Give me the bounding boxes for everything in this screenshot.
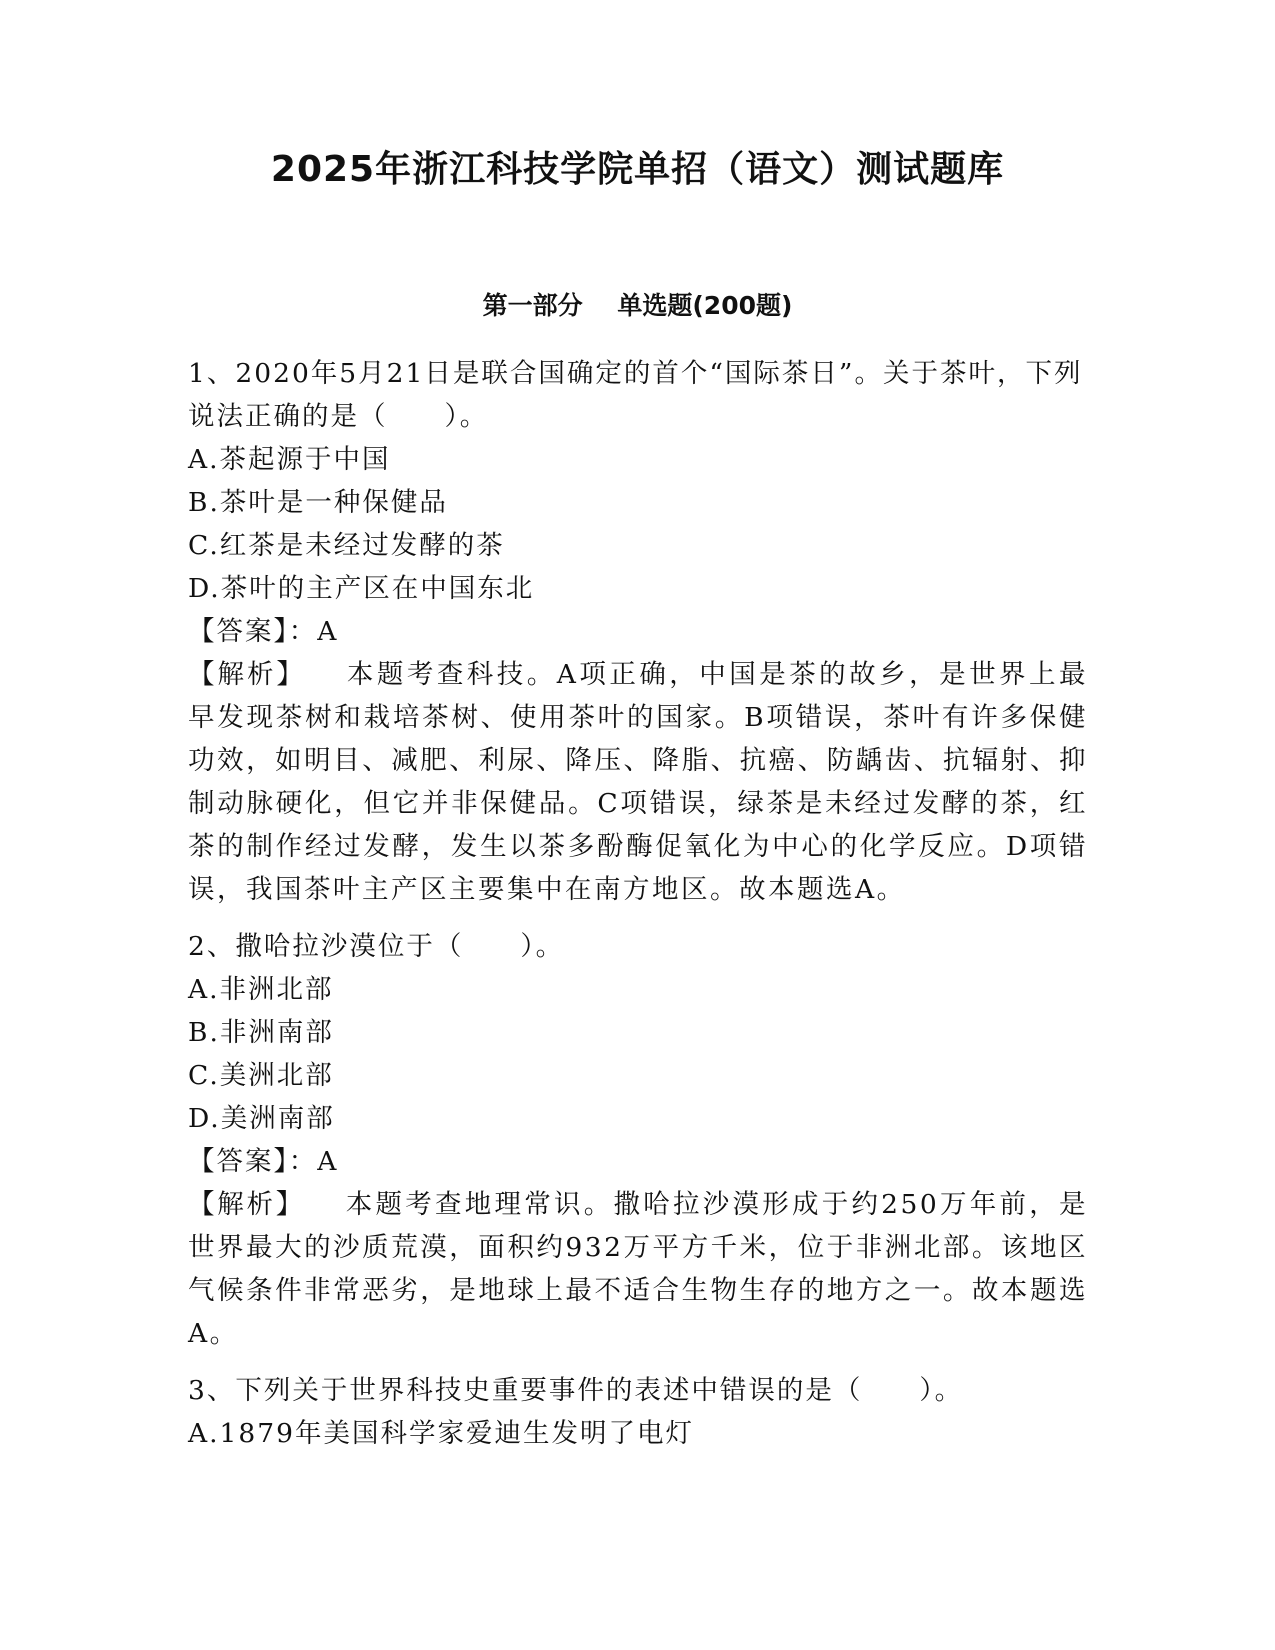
option-d: D.美洲南部	[188, 1103, 335, 1134]
answer-value: A	[317, 1146, 339, 1177]
question-stem: 2、撒哈拉沙漠位于（ ）。	[188, 931, 565, 962]
question-1	[188, 352, 1088, 911]
option-a: A.茶起源于中国	[188, 444, 391, 475]
question-2	[188, 925, 1088, 1355]
analysis-label: 【解析】	[188, 1189, 305, 1220]
option-a: A.非洲北部	[188, 974, 334, 1005]
analysis-label: 【解析】	[188, 659, 306, 690]
analysis	[188, 1183, 1088, 1355]
option-c: C.红茶是未经过发酵的茶	[188, 530, 505, 561]
analysis-text: 本题考查科技。A项正确，中国是茶的故乡，是世界上最早发现茶树和栽培茶树、使用茶叶的国家。B项错误，茶叶有许多保健功效，如明目、减肥、利尿、降压、降脂、抗癌、防龋齿、抗辐射、抑制动脉硬化，但它并非保健品。C项错误，绿茶是未经过发酵的茶，红茶的制作经过发酵，发生以茶多酚酶促氧化为中心的化学反应。D项错误，我国茶叶主产区主要集中在南方地区。故本题选A。	[188, 659, 1089, 905]
answer-line	[188, 610, 1088, 653]
analysis-text: 本题考查地理常识。撒哈拉沙漠形成于约250万年前，是世界最大的沙质荒漠，面积约932万平方千米，位于非洲北部。该地区气候条件非常恶劣，是地球上最不适合生物生存的地方之一。故本题选A。	[188, 1189, 1088, 1349]
document-title: 2025年浙江科技学院单招（语文）测试题库	[270, 149, 1005, 190]
answer-label: 【答案】：	[188, 616, 318, 647]
question-list	[188, 352, 1088, 1464]
answer-label: 【答案】：	[188, 1146, 318, 1177]
question-stem: 1、2020年5月21日是联合国确定的首个“国际茶日”。关于茶叶，下列说法正确的是（ ）。	[188, 358, 1083, 432]
question-stem: 3、下列关于世界科技史重要事件的表述中错误的是（ ）。	[188, 1375, 964, 1406]
option-a: A.1879年美国科学家爱迪生发明了电灯	[188, 1418, 695, 1449]
answer-value: A	[317, 616, 339, 647]
option-b: B.非洲南部	[188, 1017, 334, 1048]
analysis	[188, 653, 1088, 911]
section-title: 第一部分 单选题(200题)	[482, 291, 793, 320]
option-c: C.美洲北部	[188, 1060, 334, 1091]
answer-line	[188, 1140, 1088, 1183]
question-3	[188, 1369, 1088, 1455]
option-d: D.茶叶的主产区在中国东北	[188, 573, 535, 604]
option-b: B.茶叶是一种保健品	[188, 487, 448, 518]
